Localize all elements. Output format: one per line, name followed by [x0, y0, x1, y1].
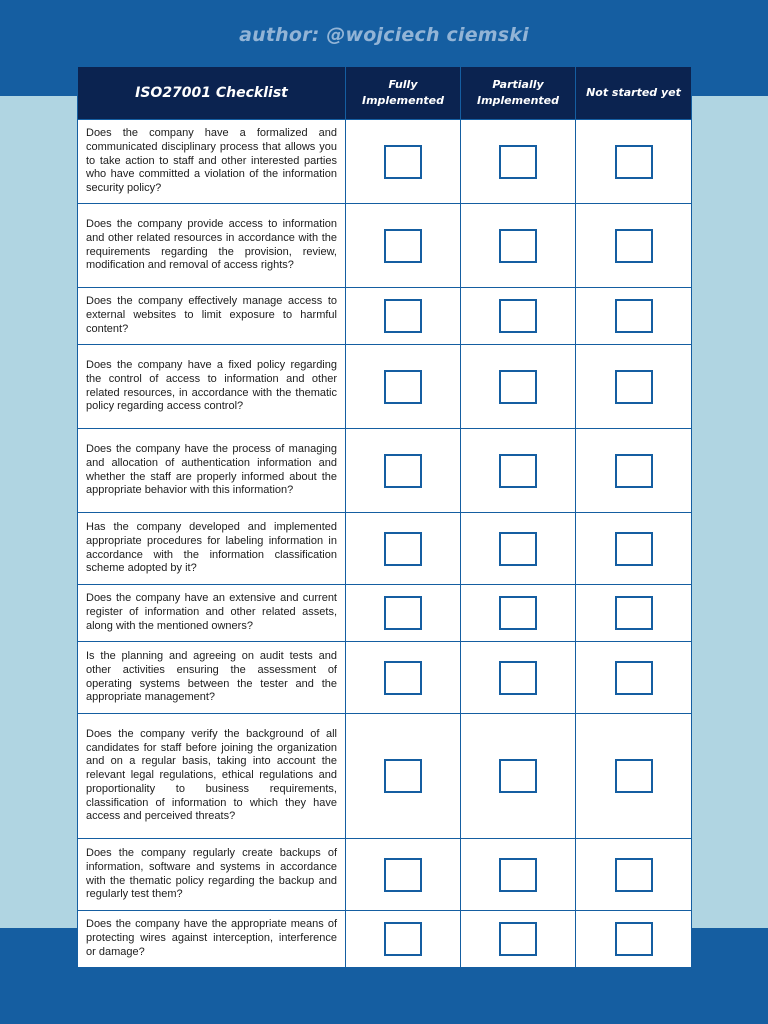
checkbox-cell — [346, 714, 461, 839]
checkbox-cell — [461, 714, 576, 839]
question-text: Does the company have the appropriate means of protecting wires against interception, interference or damage? — [78, 911, 346, 968]
checkbox-cell — [576, 288, 692, 345]
checkbox-cell — [346, 204, 461, 288]
fully-implemented-checkbox[interactable] — [384, 145, 422, 179]
table-row — [78, 204, 692, 288]
checkbox-cell — [461, 288, 576, 345]
iso27001-checklist-table — [77, 66, 692, 968]
question-text: Does the company verify the background of all candidates for staff before joining the organization and on a regular basis, taking into account the relevant legal regulations, ethical regulations and proportionality to business requirements, classification of information to which they have access and perceived threats? — [78, 714, 346, 839]
table-row — [78, 429, 692, 513]
not-started-yet-checkbox[interactable] — [615, 922, 653, 956]
checkbox-cell — [346, 585, 461, 642]
column-header-partially-implemented — [461, 67, 576, 120]
checkbox-cell — [346, 911, 461, 968]
column-header-label: Implemented — [476, 94, 559, 107]
checklist-title: ISO27001 Checklist — [78, 67, 346, 120]
checkbox-cell — [346, 288, 461, 345]
partially-implemented-checkbox[interactable] — [499, 370, 537, 404]
not-started-yet-checkbox[interactable] — [615, 299, 653, 333]
table-row — [78, 714, 692, 839]
checkbox-cell — [346, 429, 461, 513]
not-started-yet-checkbox[interactable] — [615, 532, 653, 566]
partially-implemented-checkbox[interactable] — [499, 454, 537, 488]
checkbox-cell — [576, 911, 692, 968]
fully-implemented-checkbox[interactable] — [384, 661, 422, 695]
column-header-label: Implemented — [361, 94, 444, 107]
checkbox-cell — [346, 642, 461, 714]
column-header-label: Fully — [388, 78, 418, 91]
question-text: Does the company provide access to information and other related resources in accordance with the requirements regarding the provision, review, modification and removal of access rights? — [78, 204, 346, 288]
checkbox-cell — [576, 120, 692, 204]
table-row — [78, 642, 692, 714]
checkbox-cell — [576, 585, 692, 642]
partially-implemented-checkbox[interactable] — [499, 145, 537, 179]
checkbox-cell — [576, 204, 692, 288]
column-header-fully-implemented — [346, 67, 461, 120]
partially-implemented-checkbox[interactable] — [499, 532, 537, 566]
checkbox-cell — [461, 429, 576, 513]
question-text: Has the company developed and implemented appropriate procedures for labeling information in accordance with the information classification scheme adopted by it? — [78, 513, 346, 585]
fully-implemented-checkbox[interactable] — [384, 858, 422, 892]
table-row — [78, 911, 692, 968]
checkbox-cell — [461, 345, 576, 429]
author-credit: author: @wojciech ciemski — [239, 24, 529, 46]
partially-implemented-checkbox[interactable] — [499, 661, 537, 695]
question-text: Does the company regularly create backups of information, software and systems in accordance with the thematic policy regarding the backup and regularly test them? — [78, 839, 346, 911]
not-started-yet-checkbox[interactable] — [615, 145, 653, 179]
question-text: Does the company have a formalized and communicated disciplinary process that allows you to take action to staff and other interested parties who have committed a violation of the information security policy? — [78, 120, 346, 204]
column-header-label: Partially — [492, 78, 544, 91]
not-started-yet-checkbox[interactable] — [615, 370, 653, 404]
partially-implemented-checkbox[interactable] — [499, 229, 537, 263]
checkbox-cell — [461, 513, 576, 585]
partially-implemented-checkbox[interactable] — [499, 759, 537, 793]
not-started-yet-checkbox[interactable] — [615, 759, 653, 793]
question-text: Is the planning and agreeing on audit tests and other activities ensuring the assessment of operating systems between the tester and the appropriate management? — [78, 642, 346, 714]
fully-implemented-checkbox[interactable] — [384, 370, 422, 404]
question-text: Does the company have an extensive and current register of information and other related assets, along with the mentioned owners? — [78, 585, 346, 642]
column-header-not-started-yet — [576, 67, 692, 120]
checkbox-cell — [346, 513, 461, 585]
column-header-label: Not started yet — [586, 86, 681, 99]
fully-implemented-checkbox[interactable] — [384, 759, 422, 793]
checkbox-cell — [576, 513, 692, 585]
table-header-row — [78, 67, 692, 120]
question-text: Does the company have a fixed policy regarding the control of access to information and other related resources, in accordance with the thematic policy regarding access control? — [78, 345, 346, 429]
checkbox-cell — [346, 345, 461, 429]
table-row — [78, 839, 692, 911]
checkbox-cell — [346, 839, 461, 911]
checkbox-cell — [576, 345, 692, 429]
fully-implemented-checkbox[interactable] — [384, 229, 422, 263]
checkbox-cell — [576, 714, 692, 839]
fully-implemented-checkbox[interactable] — [384, 532, 422, 566]
partially-implemented-checkbox[interactable] — [499, 922, 537, 956]
table-row — [78, 585, 692, 642]
checklist-body — [78, 120, 692, 968]
checkbox-cell — [346, 120, 461, 204]
checkbox-cell — [461, 204, 576, 288]
checkbox-cell — [576, 839, 692, 911]
checkbox-cell — [461, 911, 576, 968]
checkbox-cell — [461, 839, 576, 911]
fully-implemented-checkbox[interactable] — [384, 454, 422, 488]
checkbox-cell — [461, 642, 576, 714]
not-started-yet-checkbox[interactable] — [615, 596, 653, 630]
partially-implemented-checkbox[interactable] — [499, 858, 537, 892]
checkbox-cell — [461, 585, 576, 642]
partially-implemented-checkbox[interactable] — [499, 596, 537, 630]
not-started-yet-checkbox[interactable] — [615, 229, 653, 263]
fully-implemented-checkbox[interactable] — [384, 596, 422, 630]
checkbox-cell — [576, 429, 692, 513]
question-text: Does the company effectively manage access to external websites to limit exposure to harmful content? — [78, 288, 346, 345]
not-started-yet-checkbox[interactable] — [615, 454, 653, 488]
table-row — [78, 120, 692, 204]
fully-implemented-checkbox[interactable] — [384, 299, 422, 333]
checkbox-cell — [576, 642, 692, 714]
checkbox-cell — [461, 120, 576, 204]
table-row — [78, 288, 692, 345]
fully-implemented-checkbox[interactable] — [384, 922, 422, 956]
table-row — [78, 513, 692, 585]
partially-implemented-checkbox[interactable] — [499, 299, 537, 333]
not-started-yet-checkbox[interactable] — [615, 858, 653, 892]
question-text: Does the company have the process of managing and allocation of authentication information and whether the staff are properly informed about the appropriate behavior with this information? — [78, 429, 346, 513]
not-started-yet-checkbox[interactable] — [615, 661, 653, 695]
table-row — [78, 345, 692, 429]
